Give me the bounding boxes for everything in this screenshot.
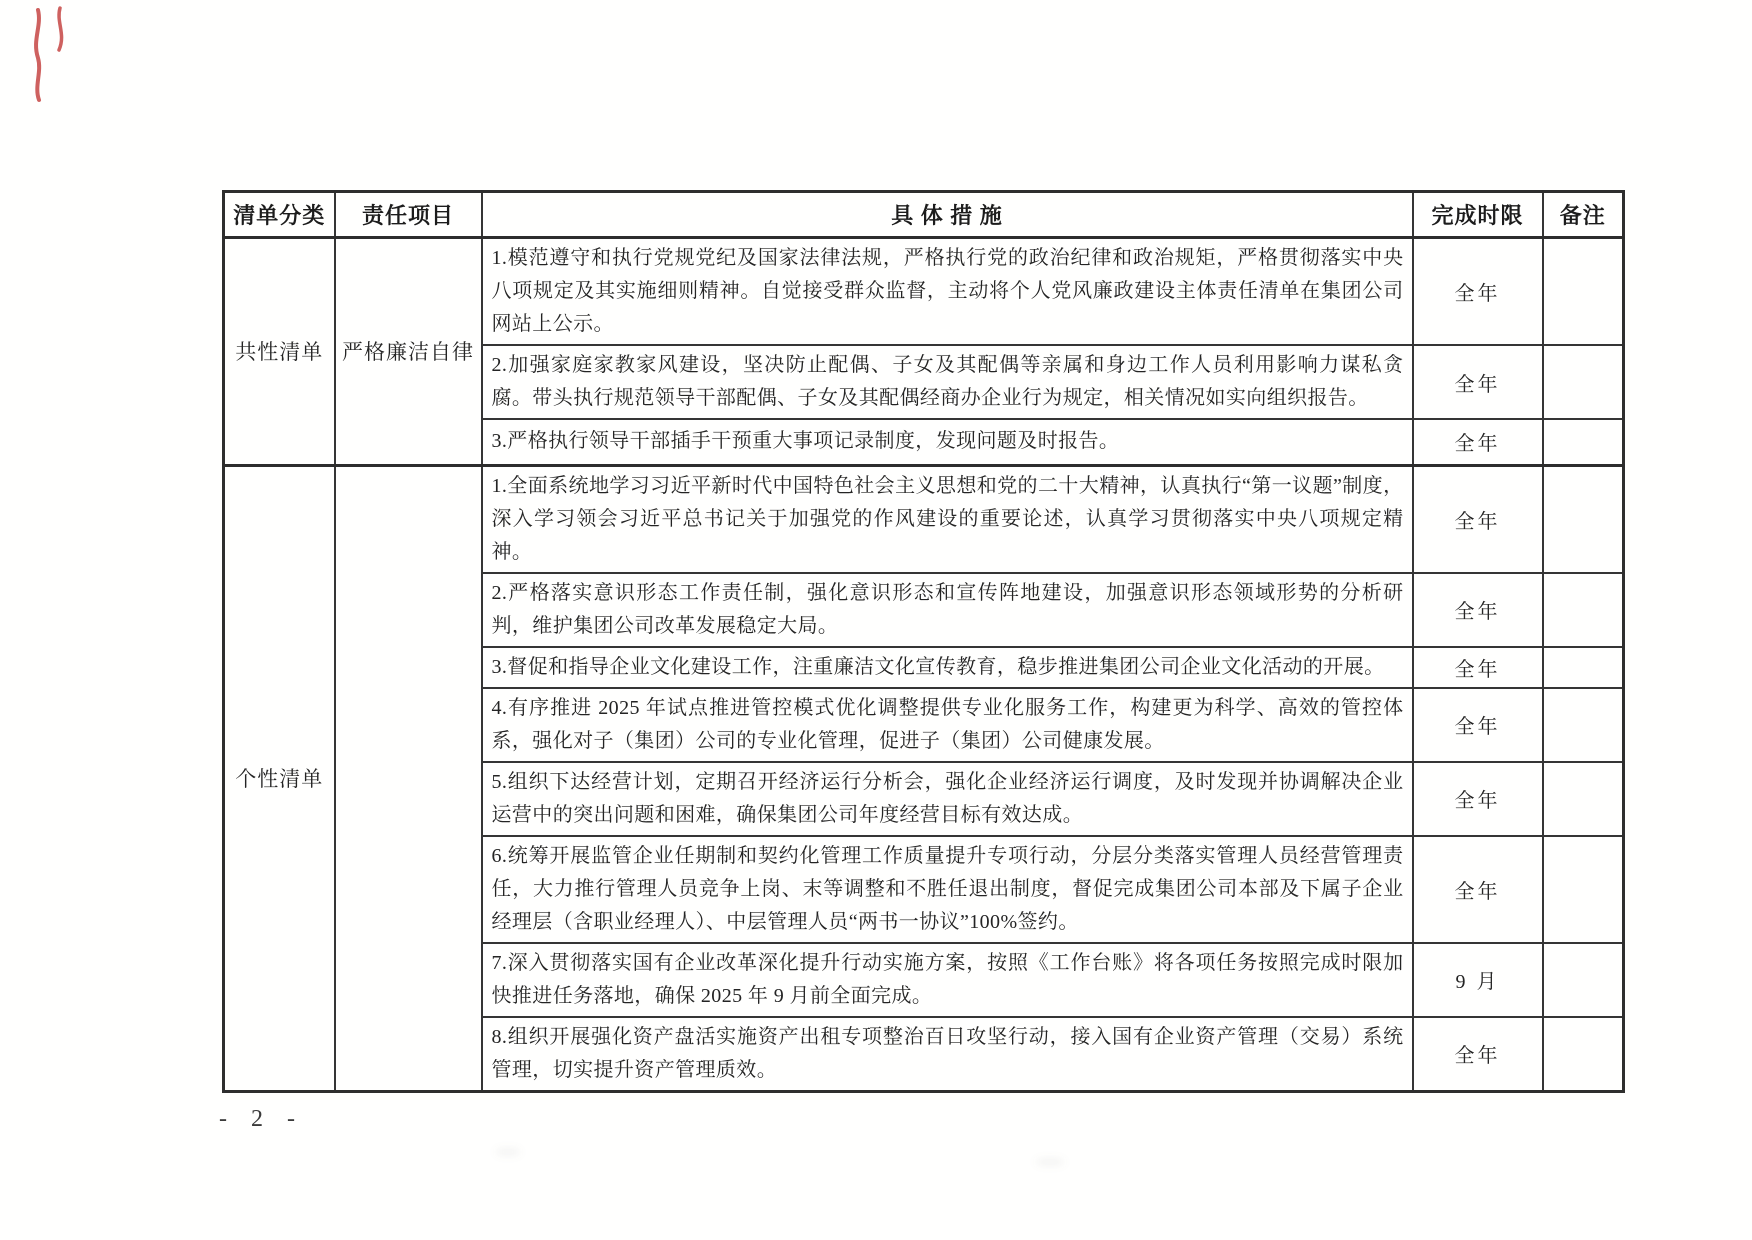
measure-cell: 5.组织下达经营计划，定期召开经济运行分析会，强化企业经济运行调度，及时发现并协调解决企业运营中的突出问题和困难，确保集团公司年度经营目标有效达成。 [482,762,1413,836]
deadline-cell: 全年 [1413,688,1543,762]
measure-cell: 6.统筹开展监管企业任期制和契约化管理工作质量提升专项行动，分层分类落实管理人员经营管理责任，大力推行管理人员竞争上岗、末等调整和不胜任退出制度，督促完成集团公司本部及下属子企业经理层（含职业经理人）、中层管理人员“两书一协议”100%签约。 [482,836,1413,943]
remark-cell [1543,647,1624,688]
remark-cell [1543,1017,1624,1092]
deadline-cell: 全年 [1413,762,1543,836]
remark-cell [1543,836,1624,943]
project-integrity: 严格廉洁自律 [335,238,482,466]
measure-cell: 1.全面系统地学习习近平新时代中国特色社会主义思想和党的二十大精神，认真执行“第一议题”制度，深入学习领会习近平总书记关于加强党的作风建设的重要论述，认真学习贯彻落实中央八项规定精神。 [482,465,1413,573]
deadline-cell: 全年 [1413,647,1543,688]
table-row [224,238,1624,346]
remark-cell [1543,943,1624,1017]
header-project: 责任项目 [335,192,482,238]
scan-smudge [495,1148,521,1156]
deadline-cell: 全年 [1413,419,1543,465]
deadline-cell: 全年 [1413,836,1543,943]
scan-smudge [1035,1158,1065,1166]
measure-cell: 2.加强家庭家教家风建设，坚决防止配偶、子女及其配偶等亲属和身边工作人员利用影响力谋私贪腐。带头执行规范领导干部配偶、子女及其配偶经商办企业行为规定，相关情况如实向组织报告。 [482,345,1413,419]
category-individual-list: 个性清单 [224,465,335,1091]
remark-cell [1543,573,1624,647]
remark-cell [1543,762,1624,836]
header-remark: 备注 [1543,192,1624,238]
remark-cell [1543,419,1624,465]
header-deadline: 完成时限 [1413,192,1543,238]
page-number: - 2 - [219,1106,304,1132]
table-row [224,465,1624,573]
remark-cell [1543,465,1624,573]
measure-cell: 8.组织开展强化资产盘活实施资产出租专项整治百日攻坚行动，接入国有企业资产管理（交易）系统管理，切实提升资产管理质效。 [482,1017,1413,1092]
measure-cell: 3.严格执行领导干部插手干预重大事项记录制度，发现问题及时报告。 [482,419,1413,465]
deadline-cell: 全年 [1413,465,1543,573]
deadline-cell: 9 月 [1413,943,1543,1017]
header-measures: 具 体 措 施 [482,192,1413,238]
header-category: 清单分类 [224,192,335,238]
deadline-cell: 全年 [1413,1017,1543,1092]
deadline-cell: 全年 [1413,345,1543,419]
project-empty [335,465,482,1091]
deadline-cell: 全年 [1413,573,1543,647]
measure-cell: 7.深入贯彻落实国有企业改革深化提升行动实施方案，按照《工作台账》将各项任务按照完成时限加快推进任务落地，确保 2025 年 9 月前全面完成。 [482,943,1413,1017]
category-common-list: 共性清单 [224,238,335,466]
measure-cell: 3.督促和指导企业文化建设工作，注重廉洁文化宣传教育，稳步推进集团公司企业文化活动的开展。 [482,647,1413,688]
measure-cell: 2.严格落实意识形态工作责任制，强化意识形态和宣传阵地建设，加强意识形态领域形势的分析研判，维护集团公司改革发展稳定大局。 [482,573,1413,647]
deadline-cell: 全年 [1413,238,1543,346]
remark-cell [1543,238,1624,346]
table-header-row [224,192,1624,238]
measure-cell: 4.有序推进 2025 年试点推进管控模式优化调整提供专业化服务工作，构建更为科学、高效的管控体系，强化对子（集团）公司的专业化管理，促进子（集团）公司健康发展。 [482,688,1413,762]
measure-cell: 1.模范遵守和执行党规党纪及国家法律法规，严格执行党的政治纪律和政治规矩，严格贯彻落实中央八项规定及其实施细则精神。自觉接受群众监督，主动将个人党风廉政建设主体责任清单在集团公司网站上公示。 [482,238,1413,346]
remark-cell [1543,345,1624,419]
remark-cell [1543,688,1624,762]
red-pen-marks [24,4,84,108]
responsibility-list-table [222,190,1625,1093]
